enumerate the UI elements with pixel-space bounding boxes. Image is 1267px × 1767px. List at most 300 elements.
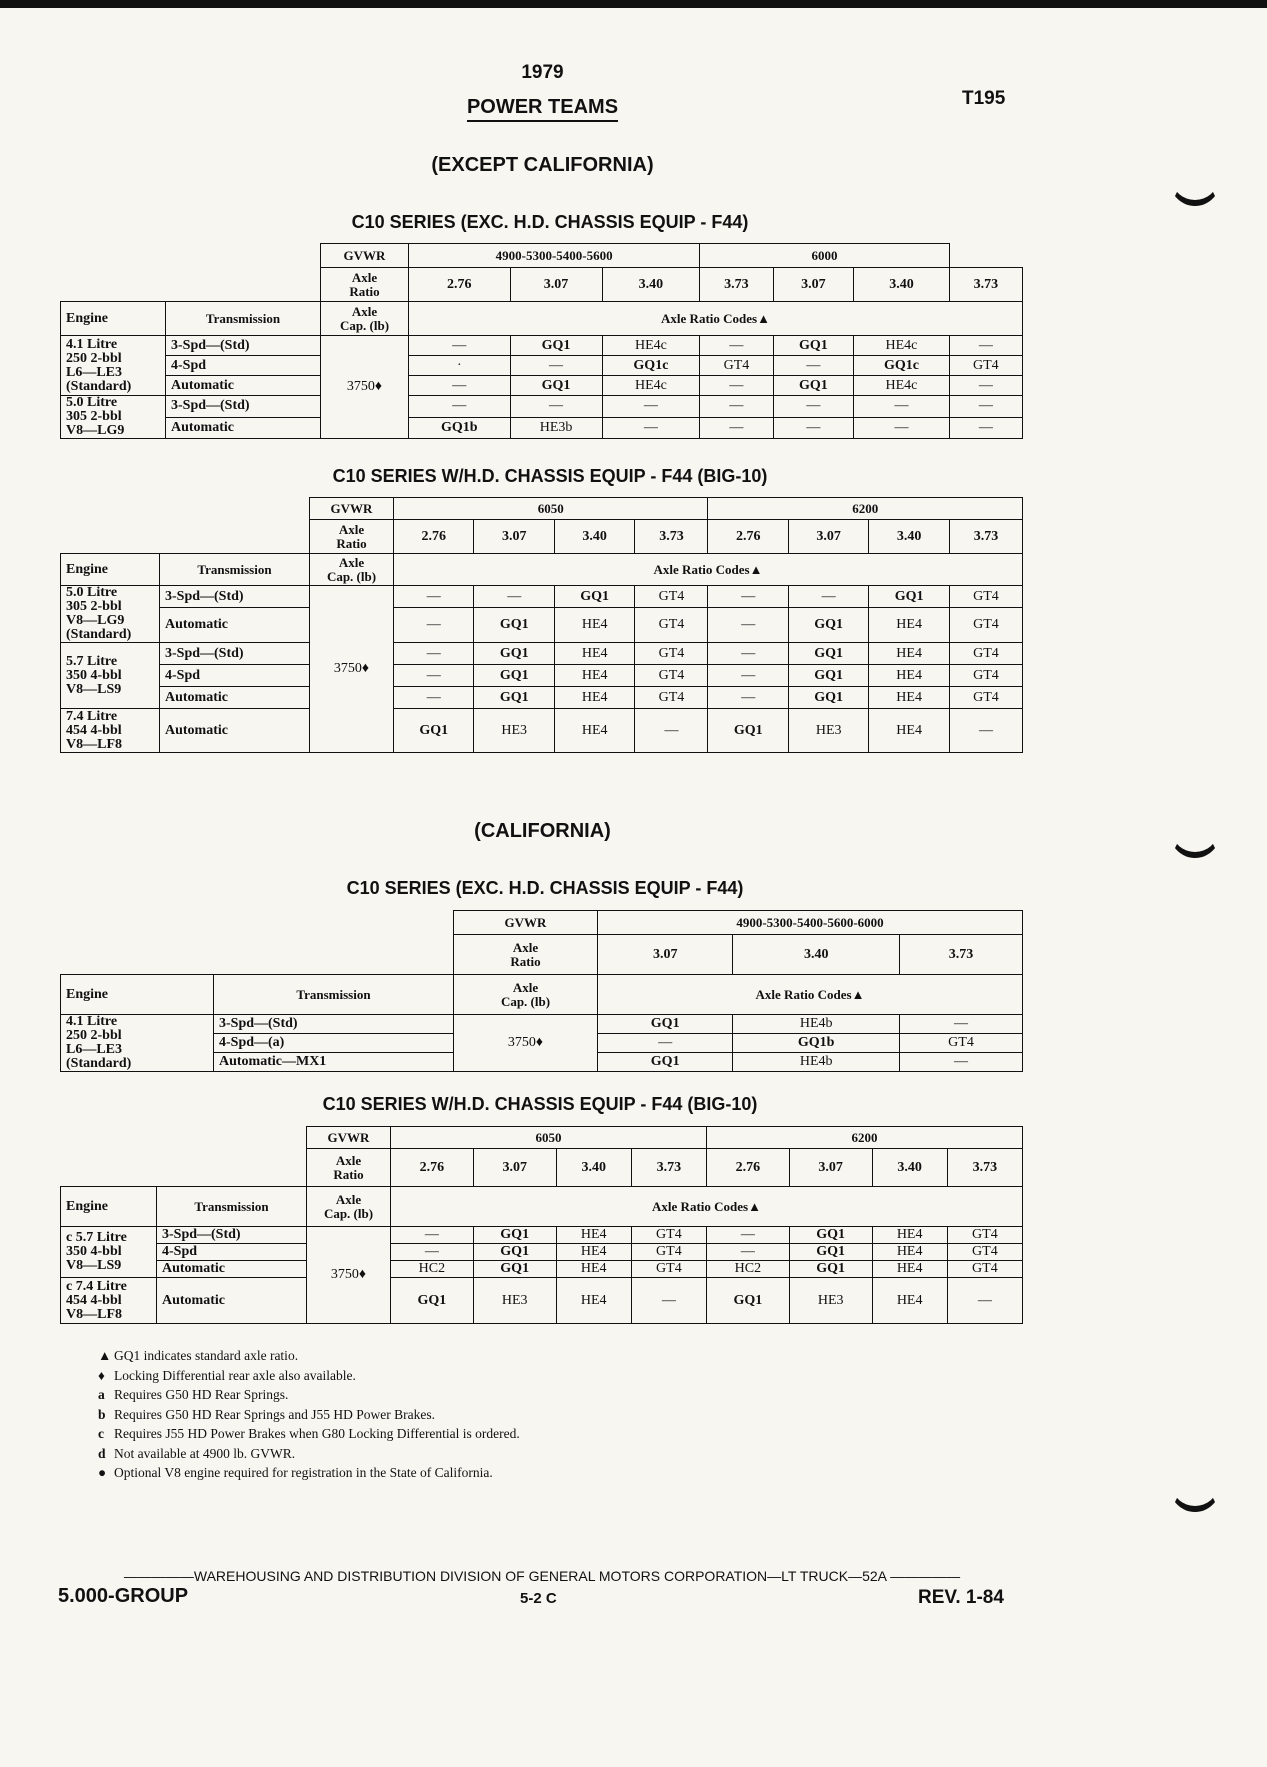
engine-line: L6—LE3 (66, 1042, 123, 1057)
engine-cell (61, 709, 160, 753)
section-title-2: C10 SERIES W/H.D. CHASSIS EQUIP - F44 (BIG-10) (332, 466, 768, 486)
axle-ratio-row (61, 935, 1023, 975)
axle-ratio-code-cell: GQ1 (510, 376, 602, 396)
axle-ratio-value: 3.73 (947, 1149, 1022, 1187)
axle-ratio-code-cell: — (394, 608, 474, 643)
gvwr-group: 6000 (700, 244, 949, 268)
engine-header: Engine (61, 302, 166, 336)
axle-ratio-code-cell: GT4 (947, 1244, 1022, 1261)
gvwr-group: 6050 (394, 498, 708, 520)
blank-cell (61, 1127, 307, 1149)
axle-ratio-label-line: Ratio (333, 1166, 364, 1182)
axle-ratio-code-cell: GT4 (949, 643, 1022, 665)
footnote-key: ▲ (98, 1348, 112, 1363)
table-row (61, 1227, 1023, 1244)
transmission-cell: Automatic (157, 1278, 307, 1324)
axle-ratio-value: 3.73 (631, 1149, 706, 1187)
table-row (61, 643, 1023, 665)
axle-ratio-code-cell: — (474, 586, 554, 608)
axle-ratio-code-cell: HE4c (854, 376, 950, 396)
axle-ratio-value: 3.73 (635, 520, 708, 554)
axle-ratio-code-cell: — (949, 396, 1022, 418)
axle-ratio-code-cell: GT4 (635, 665, 708, 687)
engine-header: Engine (61, 975, 214, 1015)
table-row (61, 356, 1023, 376)
binder-hole-2 (1170, 808, 1220, 858)
page-year: 1979 (521, 62, 564, 83)
axle-ratio-code-cell: GQ1 (598, 1015, 733, 1034)
axle-ratio-code-cell: GT4 (635, 687, 708, 709)
axle-ratio-code-cell: GQ1 (391, 1278, 474, 1324)
axle-ratio-label (454, 935, 598, 975)
axle-ratio-code-cell: — (391, 1244, 474, 1261)
axle-ratio-value: 2.76 (409, 268, 511, 302)
gvwr-label: GVWR (454, 911, 598, 935)
axle-ratio-code-cell: GT4 (635, 586, 708, 608)
axle-cap-label-line: Cap. (lb) (323, 1205, 374, 1221)
axle-ratio-code-cell: HE4 (869, 687, 949, 709)
axle-ratio-code-cell: GT4 (631, 1227, 706, 1244)
axle-ratio-code-cell: HE4 (872, 1227, 947, 1244)
axle-ratio-code-cell: HE4 (869, 709, 949, 753)
axle-ratio-value: 3.73 (949, 268, 1022, 302)
axle-ratio-code-cell: — (854, 417, 950, 439)
axle-cap-label-line: Axle (338, 554, 365, 570)
axle-ratio-code-cell: GQ1 (473, 1244, 556, 1261)
engine-line: 7.4 Litre (66, 708, 118, 724)
axle-ratio-code-cell: HE3 (474, 709, 554, 753)
axle-ratio-code-cell: HE3 (473, 1278, 556, 1324)
footnote-text: Locking Differential rear axle also available. (114, 1367, 356, 1383)
axle-ratio-code-cell: HE3 (788, 709, 868, 753)
axle-ratio-label (321, 268, 409, 302)
axle-ratio-code-cell: · (409, 356, 511, 376)
page-title-text: POWER TEAMS (467, 96, 618, 122)
footnote-text: Requires G50 HD Rear Springs and J55 HD Power Brakes. (114, 1406, 435, 1422)
axle-ratio-code-cell: — (706, 1244, 789, 1261)
axle-ratio-code-cell: — (598, 1034, 733, 1053)
transmission-cell: 3-Spd—(Std) (166, 336, 321, 356)
axle-ratio-code-cell: — (700, 376, 773, 396)
engine-line: (Standard) (66, 1056, 132, 1071)
section-title-3: C10 SERIES (EXC. H.D. CHASSIS EQUIP - F44) (346, 878, 744, 898)
engine-line: 350 4-bbl (66, 1244, 122, 1259)
power-team-table-2 (60, 497, 1023, 753)
axle-ratio-value: 3.73 (700, 268, 773, 302)
axle-ratio-code-cell: GT4 (631, 1244, 706, 1261)
axle-ratio-code-cell: GQ1 (788, 687, 868, 709)
footnote-item (98, 1346, 520, 1366)
axle-ratio-code-cell: — (394, 687, 474, 709)
axle-ratio-code-cell: HE4 (869, 665, 949, 687)
engine-line: 454 4-bbl (66, 722, 122, 738)
axle-ratio-code-cell: — (700, 396, 773, 418)
footnote-item (98, 1366, 520, 1386)
engine-line: (Standard) (66, 378, 132, 394)
axle-ratio-code-cell: HE4b (733, 1015, 900, 1034)
axle-ratio-code-cell: — (947, 1278, 1022, 1324)
column-header-row (61, 975, 1023, 1015)
axle-ratio-code-cell: — (708, 608, 788, 643)
axle-ratio-code-cell: GQ1 (474, 608, 554, 643)
axle-ratio-value: 2.76 (394, 520, 474, 554)
axle-ratio-code-cell: HE4b (733, 1053, 900, 1072)
axle-ratio-value: 3.40 (854, 268, 950, 302)
axle-ratio-code-cell: HE4c (854, 336, 950, 356)
table-row (61, 1244, 1023, 1261)
engine-line: 5.0 Litre (66, 395, 118, 410)
axle-ratio-code-cell: GT4 (949, 665, 1022, 687)
axle-ratio-code-cell: — (700, 336, 773, 356)
engine-line: 454 4-bbl (66, 1292, 122, 1308)
axle-ratio-code-cell: GT4 (949, 356, 1022, 376)
engine-line: 250 2-bbl (66, 1028, 122, 1043)
axle-ratio-code-cell: GQ1 (706, 1278, 789, 1324)
axle-ratio-code-cell: GQ1 (773, 336, 854, 356)
footnote-key: b (98, 1406, 106, 1422)
power-team-table-4 (60, 1126, 1023, 1324)
axle-ratio-code-cell: — (602, 396, 700, 418)
axle-ratio-code-cell: — (708, 687, 788, 709)
engine-line: 5.7 Litre (66, 653, 118, 669)
engine-line: 305 2-bbl (66, 409, 122, 424)
axle-cap-label (454, 975, 598, 1015)
engine-cell (61, 586, 160, 643)
gvwr-row (61, 1127, 1023, 1149)
footnote-text: Optional V8 engine required for registration in the State of California. (114, 1465, 493, 1480)
axle-ratio-code-cell: — (773, 417, 854, 439)
engine-line: V8—LF8 (66, 736, 122, 752)
axle-ratio-code-cell: — (635, 709, 708, 753)
table-row (61, 709, 1023, 753)
engine-line: 5.0 Litre (66, 585, 118, 600)
footnote-text: Requires J55 HD Power Brakes when G80 Locking Differential is ordered. (114, 1426, 520, 1441)
axle-ratio-code-cell: HE4 (554, 665, 634, 687)
footnote-text: Not available at 4900 lb. GVWR. (114, 1445, 296, 1461)
axle-ratio-code-cell: — (409, 396, 511, 418)
table-row (61, 1261, 1023, 1278)
axle-ratio-value: 2.76 (391, 1149, 474, 1187)
axle-ratio-code-cell: GQ1 (788, 643, 868, 665)
footnote-text: GQ1 indicates standard axle ratio. (114, 1348, 299, 1363)
column-header-row (61, 302, 1023, 336)
axle-ratio-value: 3.40 (869, 520, 949, 554)
axle-ratio-code-cell: GT4 (635, 608, 708, 643)
engine-line: 305 2-bbl (66, 599, 122, 614)
footer-group: 5.000-GROUP (58, 1585, 189, 1607)
axle-ratio-code-cell: GQ1 (473, 1227, 556, 1244)
footnote-key: ♦ (98, 1367, 105, 1383)
axle-ratio-code-cell: — (708, 643, 788, 665)
axle-ratio-value: 3.07 (788, 520, 868, 554)
axle-ratio-value: 3.40 (872, 1149, 947, 1187)
axle-ratio-codes-header: Axle Ratio Codes▲ (394, 554, 1023, 586)
axle-ratio-label-line: Ratio (510, 953, 541, 969)
gvwr-group: 4900-5300-5400-5600 (409, 244, 700, 268)
axle-ratio-value: 3.07 (473, 1149, 556, 1187)
transmission-cell: Automatic (160, 608, 310, 643)
axle-ratio-code-cell: — (773, 356, 854, 376)
axle-ratio-code-cell: HE4c (602, 376, 700, 396)
engine-line: 4.1 Litre (66, 1014, 118, 1029)
top-edge-bar (0, 0, 1267, 8)
axle-ratio-code-cell: HE3b (510, 417, 602, 439)
axle-ratio-code-cell: GT4 (949, 608, 1022, 643)
axle-ratio-code-cell: GT4 (947, 1261, 1022, 1278)
axle-ratio-value: 3.07 (474, 520, 554, 554)
axle-ratio-value: 3.73 (900, 935, 1023, 975)
gvwr-row (61, 244, 1023, 268)
axle-ratio-code-cell: GQ1 (869, 586, 949, 608)
axle-ratio-code-cell: — (706, 1227, 789, 1244)
engine-header: Engine (61, 1187, 157, 1227)
blank-cell (61, 244, 321, 268)
axle-ratio-label-line: Axle (512, 939, 539, 955)
footnote-item (98, 1385, 520, 1405)
axle-ratio-codes-header: Axle Ratio Codes▲ (391, 1187, 1023, 1227)
footer-page-number: 5-2 C (520, 1590, 557, 1607)
engine-line: L6—LE3 (66, 364, 123, 380)
table-row (61, 417, 1023, 439)
axle-ratio-code-cell: HE4c (602, 336, 700, 356)
axle-ratio-code-cell: GQ1c (854, 356, 950, 376)
axle-ratio-code-cell: — (700, 417, 773, 439)
axle-ratio-code-cell: — (409, 376, 511, 396)
gvwr-group: 6200 (706, 1127, 1022, 1149)
axle-ratio-value: 2.76 (708, 520, 788, 554)
axle-cap-label-line: Axle (335, 1191, 362, 1207)
footnote-key: d (98, 1445, 106, 1461)
axle-ratio-label-line: Ratio (336, 535, 367, 551)
footnote-text: Requires G50 HD Rear Springs. (114, 1387, 289, 1402)
transmission-cell: 3-Spd—(Std) (157, 1227, 307, 1244)
axle-ratio-code-cell: HE4 (872, 1261, 947, 1278)
axle-ratio-code-cell: GQ1 (554, 586, 634, 608)
axle-ratio-code-cell: GQ1 (474, 643, 554, 665)
axle-ratio-code-cell: GT4 (900, 1034, 1023, 1053)
axle-cap-label (310, 554, 394, 586)
axle-ratio-value: 3.07 (598, 935, 733, 975)
gvwr-label: GVWR (321, 244, 409, 268)
axle-ratio-code-cell: GT4 (635, 643, 708, 665)
axle-ratio-code-cell: HE4 (556, 1278, 631, 1324)
engine-line: 350 4-bbl (66, 667, 122, 683)
axle-cap-label (307, 1187, 391, 1227)
axle-ratio-code-cell: HE4 (554, 608, 634, 643)
axle-ratio-code-cell: HE3 (789, 1278, 872, 1324)
transmission-cell: Automatic (160, 709, 310, 753)
axle-ratio-code-cell: HE4 (556, 1227, 631, 1244)
axle-ratio-value: 3.40 (733, 935, 900, 975)
engine-line: V8—LG9 (66, 423, 125, 438)
transmission-header: Transmission (157, 1187, 307, 1227)
binder-hole-1 (1170, 156, 1220, 206)
transmission-cell: Automatic (166, 417, 321, 439)
axle-ratio-code-cell: — (949, 709, 1022, 753)
axle-ratio-code-cell: — (602, 417, 700, 439)
axle-ratio-label (310, 520, 394, 554)
axle-ratio-value: 3.40 (554, 520, 634, 554)
axle-ratio-code-cell: HE4 (554, 643, 634, 665)
power-team-table-1 (60, 243, 1023, 439)
column-header-row (61, 1187, 1023, 1227)
axle-ratio-code-cell: GQ1 (510, 336, 602, 356)
axle-ratio-code-cell: GQ1 (789, 1227, 872, 1244)
transmission-cell: 3-Spd—(Std) (160, 643, 310, 665)
axle-ratio-code-cell: GT4 (700, 356, 773, 376)
engine-line: V8—LS9 (66, 681, 122, 697)
axle-ratio-code-cell: HE4 (554, 709, 634, 753)
axle-ratio-code-cell: GQ1 (473, 1261, 556, 1278)
transmission-header: Transmission (214, 975, 454, 1015)
axle-ratio-value: 3.40 (556, 1149, 631, 1187)
gvwr-row (61, 911, 1023, 935)
axle-ratio-code-cell: — (949, 376, 1022, 396)
axle-ratio-code-cell: GQ1 (394, 709, 474, 753)
axle-ratio-code-cell: GQ1b (733, 1034, 900, 1053)
axle-ratio-code-cell: HE4 (556, 1261, 631, 1278)
axle-cap-value: 3750♦ (321, 336, 409, 439)
axle-ratio-code-cell: — (708, 665, 788, 687)
axle-ratio-code-cell: HE4 (556, 1244, 631, 1261)
axle-ratio-code-cell: — (391, 1227, 474, 1244)
column-header-row (61, 554, 1023, 586)
gvwr-label: GVWR (310, 498, 394, 520)
gvwr-group: 6050 (391, 1127, 707, 1149)
table-row (61, 665, 1023, 687)
footnote-item (98, 1424, 520, 1444)
blank-cell (61, 935, 454, 975)
transmission-cell: 3-Spd—(Std) (160, 586, 310, 608)
axle-ratio-row (61, 268, 1023, 302)
transmission-cell: Automatic (166, 376, 321, 396)
axle-cap-label-line: Axle (351, 303, 378, 319)
footnote-item (98, 1444, 520, 1464)
engine-cell (61, 1015, 214, 1072)
blank-cell (61, 911, 454, 935)
region-heading-except-california: (EXCEPT CALIFORNIA) (431, 154, 654, 176)
axle-ratio-code-cell: HE4 (554, 687, 634, 709)
footnotes (98, 1346, 520, 1483)
page-code: T195 (962, 88, 1006, 109)
axle-cap-label-line: Cap. (lb) (500, 993, 551, 1009)
table-row (61, 608, 1023, 643)
gvwr-group: 4900-5300-5400-5600-6000 (598, 911, 1023, 935)
axle-ratio-code-cell: GT4 (631, 1261, 706, 1278)
axle-ratio-code-cell: GQ1b (409, 417, 511, 439)
axle-ratio-code-cell: HC2 (706, 1261, 789, 1278)
engine-line: V8—LG9 (66, 613, 125, 628)
axle-ratio-label-line: Axle (335, 1152, 362, 1168)
axle-ratio-code-cell: — (949, 417, 1022, 439)
transmission-cell: 4-Spd—(a) (214, 1034, 454, 1053)
axle-ratio-code-cell: HE4 (869, 643, 949, 665)
table-row (61, 376, 1023, 396)
axle-ratio-code-cell: GQ1 (474, 687, 554, 709)
transmission-header: Transmission (160, 554, 310, 586)
axle-ratio-value: 3.07 (510, 268, 602, 302)
blank-cell (61, 1149, 307, 1187)
engine-line: (Standard) (66, 627, 132, 642)
axle-ratio-label-line: Axle (351, 269, 378, 285)
axle-ratio-code-cell: — (510, 396, 602, 418)
section-title-4: C10 SERIES W/H.D. CHASSIS EQUIP - F44 (BIG-10) (322, 1094, 758, 1114)
axle-ratio-code-cell: GT4 (949, 586, 1022, 608)
axle-ratio-code-cell: GQ1c (602, 356, 700, 376)
axle-cap-label-line: Cap. (lb) (326, 568, 377, 584)
axle-cap-label-line: Axle (512, 979, 539, 995)
engine-line: V8—LS9 (66, 1258, 122, 1273)
blank-cell (61, 520, 310, 554)
axle-cap-label (321, 302, 409, 336)
axle-ratio-code-cell: — (394, 586, 474, 608)
axle-ratio-code-cell: — (854, 396, 950, 418)
axle-ratio-code-cell: HC2 (391, 1261, 474, 1278)
axle-ratio-code-cell: — (949, 336, 1022, 356)
transmission-cell: 3-Spd—(Std) (214, 1015, 454, 1034)
axle-ratio-codes-header: Axle Ratio Codes▲ (598, 975, 1023, 1015)
axle-ratio-code-cell: GQ1 (773, 376, 854, 396)
engine-cell (61, 643, 160, 709)
engine-line: 4.1 Litre (66, 336, 118, 352)
axle-ratio-code-cell: GQ1 (598, 1053, 733, 1072)
axle-ratio-code-cell: GQ1 (788, 665, 868, 687)
axle-ratio-label-line: Ratio (349, 283, 380, 299)
axle-ratio-value: 2.76 (706, 1149, 789, 1187)
transmission-cell: 3-Spd—(Std) (166, 396, 321, 418)
axle-ratio-code-cell: GQ1 (788, 608, 868, 643)
footnote-key: c (98, 1426, 104, 1441)
gvwr-row (61, 498, 1023, 520)
section-title-1: C10 SERIES (EXC. H.D. CHASSIS EQUIP - F44) (351, 212, 749, 232)
transmission-cell: 4-Spd (166, 356, 321, 376)
axle-cap-value: 3750♦ (454, 1015, 598, 1072)
axle-ratio-code-cell: — (708, 586, 788, 608)
engine-line: c 5.7 Litre (66, 1230, 127, 1245)
axle-cap-label-line: Cap. (lb) (339, 317, 390, 333)
table-row (61, 396, 1023, 418)
axle-ratio-code-cell: HE4 (869, 608, 949, 643)
table-row (61, 336, 1023, 356)
axle-ratio-code-cell: GQ1 (708, 709, 788, 753)
axle-ratio-label (307, 1149, 391, 1187)
engine-cell (61, 1227, 157, 1278)
axle-ratio-label-line: Axle (338, 521, 365, 537)
axle-ratio-code-cell: GT4 (947, 1227, 1022, 1244)
blank-cell (61, 498, 310, 520)
axle-ratio-code-cell: — (788, 586, 868, 608)
table-row (61, 586, 1023, 608)
engine-cell (61, 1278, 157, 1324)
axle-ratio-code-cell: GT4 (949, 687, 1022, 709)
axle-ratio-code-cell: — (409, 336, 511, 356)
axle-ratio-value: 3.07 (773, 268, 854, 302)
axle-ratio-code-cell: — (631, 1278, 706, 1324)
axle-ratio-code-cell: — (900, 1015, 1023, 1034)
axle-ratio-code-cell: — (394, 665, 474, 687)
gvwr-label: GVWR (307, 1127, 391, 1149)
axle-ratio-value: 3.07 (789, 1149, 872, 1187)
power-team-table-3 (60, 910, 1023, 1072)
engine-header: Engine (61, 554, 160, 586)
axle-ratio-code-cell: HE4 (872, 1278, 947, 1324)
axle-ratio-code-cell: — (510, 356, 602, 376)
region-heading-california: (CALIFORNIA) (474, 820, 611, 842)
axle-ratio-code-cell: — (900, 1053, 1023, 1072)
footer-revision: REV. 1-84 (918, 1587, 1004, 1608)
footnote-key: ● (98, 1465, 107, 1480)
axle-ratio-code-cell: GQ1 (789, 1261, 872, 1278)
